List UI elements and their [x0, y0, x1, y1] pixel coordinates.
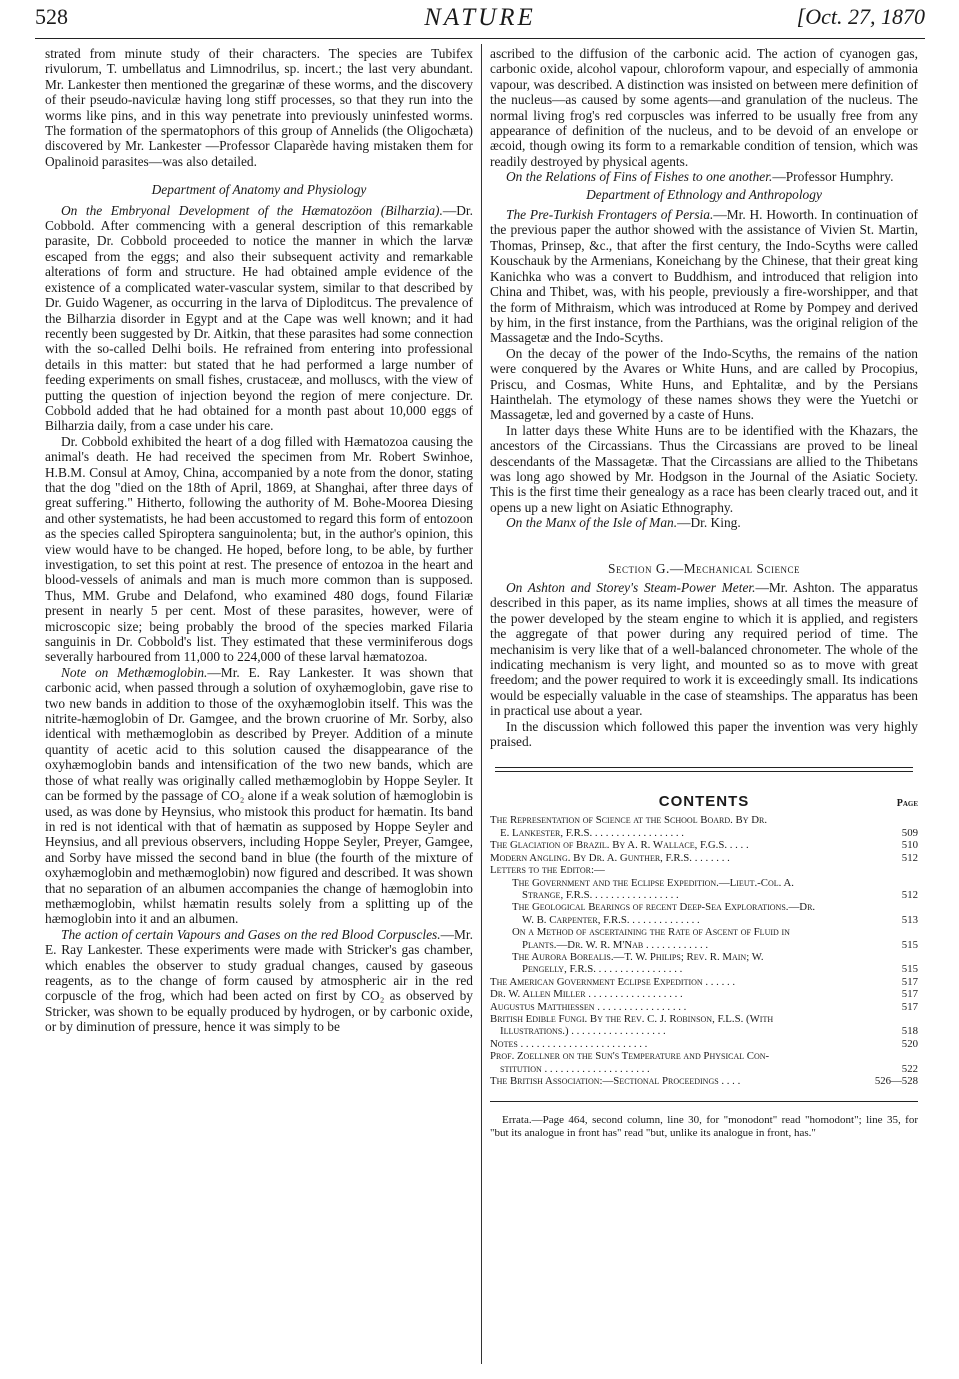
contents-title: CONTENTS	[658, 793, 750, 811]
contents-entry	[490, 926, 918, 951]
paper-title: The Pre-Turkish Frontagers of Persia.	[506, 207, 714, 223]
paragraph: ascribed to the diffusion of the carbonic acid. The action of cyanogen gas, carbonic oxide, alcohol vapour, chloroform vapour, and especially of ammonia vapour, was described. A distinction was insisted on between mere definition of the nucleus—as caused by some agents—and granulation of the nucleus. The normal living frog's red corpuscles was inferred to be usually free from any appearance of definition of the nucleus, and to be devoid of an envelope or æcoid, though owing its form to a remarkable condition of tension, which was readily destroyed by physical agents.	[490, 46, 918, 169]
paragraph: On Ashton and Storey's Steam-Power Meter.—Mr. Ashton. The apparatus described in this paper, as its name implies, shows at all times the measure of the power developed by the steam engine to which it is applied, and registers the aggregate of that power during any required period of time. The mechanisim is very like that of a well-balanced chronometer. The whole of the indicating mechanism is very light, and mounted so as to move with great freedom; and the power required to work it is exceedingly small. Its indications would be especially valuable in the case of steamships. The apparatus has been in practical use about a year.	[490, 580, 918, 719]
contents-entry-title: The Aurora Borealis.—T. W. Philips; Rev. R. Main; W.	[512, 950, 764, 963]
masthead: NATURE	[424, 4, 536, 31]
contents-entry	[490, 976, 918, 988]
contents-entry	[490, 1038, 918, 1050]
contents-entry	[490, 814, 918, 839]
paragraph: The action of certain Vapours and Gases on the red Blood Corpuscles.—Mr. E. Ray Lankester. These experiments were made with Stricker's gas chamber, which enables the observer to study gradual changes, caused by gaseous reagents, as to the change of form caused by atmospheric air in the red corpuscle of the frog, which had been acted on first by CO₂ as observed by Stricker, was shown to be equally produced by hydrogen, or by carbonic oxide, or by diminution of pressure, hence it was simply to be	[45, 926, 473, 1035]
contents-entry-title: The Government and the Eclipse Expedition.—Lieut.-Col. A.	[512, 876, 794, 889]
contents-page-number: 513	[901, 913, 918, 926]
contents-header	[490, 790, 918, 814]
paragraph: In latter days these White Huns are to be identified with the Khazars, the ancestors of the Circassians. Thus the Circassians are proved to be lineal descendants of the Massagetæ. That the Circassians are allied to the Thibetans was long ago showed by Mr. Hodgson in the Journal of the Asiatic Society. This is the first time their genealogy as a race has been clearly traced out, and it opens up a new light on Asiatic Ethnography.	[490, 422, 918, 515]
contents-entry	[490, 1050, 918, 1075]
contents-page-number: 512	[901, 851, 918, 864]
contents-entry	[490, 1001, 918, 1013]
contents-page-label: Page	[896, 798, 918, 810]
column-divider	[481, 44, 482, 1364]
header-rule	[35, 38, 925, 39]
right-column	[490, 46, 918, 1140]
paragraph: Dr. Cobbold exhibited the heart of a dog filled with Hæmatozoa causing the animal's death. He had received the specimen from Mr. Robert Swinhoe, H.B.M. Consul at Amoy, China, accompanied by a note from the donor, stating that the dog "died on the 18th of April, 1869, at Shanghai, after three days of great suffering." Hitherto, following the authority of M. Bohe-Moorea Diesing and other systematists, he had been accustomed to regard this form of entozoon as the species called Spiroptera sanguinolenta; but, in the author's opinion, this view would have to be changed. He hoped, before long, to be able, by further investigation, to set this point at rest. The presence of entozoa in the heart and blood-vessels of animals and man is much more common than is supposed. Thus, MM. Grube and Delafond, who examined 480 dogs, found Filariæ present in nearly 5 per cent. Most of these parasites, however, were of microscopic size; being probably the brood of the species marked Filaria sanguinis in Dr. Cobbold's list. They estimated that these verminiferous dogs severally harboured from 11,000 to 224,000 of these larval hæmatozoa.	[45, 433, 473, 665]
contents-entry-title: On a Method of ascertaining the Rate of Ascent of Fluid in	[512, 926, 790, 939]
contents-list	[490, 814, 918, 1087]
contents-rule	[495, 767, 913, 772]
paper-title: On the Manx of the Isle of Man.	[506, 515, 678, 531]
contents-entry	[490, 1013, 918, 1038]
left-column	[45, 46, 473, 1035]
contents-entry	[490, 951, 918, 976]
contents-entry	[490, 839, 918, 851]
contents-entry-title: The Representation of Science at the School Board. By Dr.	[490, 814, 768, 827]
contents-entry-title: The American Government Eclipse Expedition . . . . . .	[490, 975, 736, 988]
paper-title: The action of certain Vapours and Gases on the red Blood Corpuscles.	[61, 926, 441, 942]
contents-entry-continuation: Illustrations.) . . . . . . . . . . . . . . . . . .	[500, 1025, 666, 1038]
contents-entry-title: Prof. Zoellner on the Sun's Temperature and Physical Con-	[490, 1050, 770, 1063]
page-number: 528	[35, 4, 68, 29]
contents-entry	[490, 901, 918, 926]
issue-date: [Oct. 27, 1870	[796, 4, 925, 29]
contents-entry-title: British Edible Fungi. By the Rev. C. J. Robinson, F.L.S. (With	[490, 1012, 774, 1025]
contents-page-number: 512	[901, 888, 918, 901]
contents-entry-title: The British Association:—Sectional Proceedings . . . .	[490, 1075, 741, 1087]
paper-title: On Ashton and Storey's Steam-Power Meter.	[506, 580, 756, 595]
contents-page-number: 515	[901, 963, 918, 976]
contents-entry	[490, 988, 918, 1000]
contents-page-number: 517	[901, 975, 918, 988]
contents-entry	[490, 877, 918, 902]
contents-entry	[490, 864, 918, 876]
contents-entry-continuation: Plants.—Dr. W. R. M'Nab . . . . . . . . . . . .	[522, 938, 709, 951]
section-heading-ethnology: Department of Ethnology and Anthropology	[586, 186, 822, 202]
contents-entry-title: Dr. W. Allen Miller . . . . . . . . . . . . . . . . . .	[490, 988, 683, 1001]
paragraph: In the discussion which followed this paper the invention was very highly praised.	[490, 718, 918, 750]
contents-entry-title: Modern Angling. By Dr. A. Gunther, F.R.S. . . . . . . .	[490, 851, 730, 864]
paragraph: On the decay of the power of the Indo-Scyths, the remains of the nation were conquered by the Avares or White Huns, and are called by Procopius, Priscu, and Cosmas, White Huns, and Ephtalitæ, and by the Persians Hainthelah. The etymology of these names shows they were the Yuetchi or Massagetæ, led and governed by a caste of Huns.	[490, 345, 918, 423]
errata-rule	[490, 1101, 918, 1102]
contents-page-number: 522	[901, 1062, 918, 1075]
contents-entry-continuation: W. B. Carpenter, F.R.S. . . . . . . . . . . . . .	[522, 913, 700, 926]
paragraph: The Pre-Turkish Frontagers of Persia.—Mr. H. Howorth. In continuation of the previous paper the author showed with the assistance of Vivien St. Martin, Thomas, Prinsep, &c., that after the first century, the Indo-Scyths were called Kouschauk by the Armenians, Koneichang by the Chinese, that their great king Kanichka who was a convert to Buddhism, and introduced that religion into China and Thibet, was, with his people, previously a fire-worshipper, and that the form of Mithraism, which was introduced at Rome by Pompey and derived by him, in the first instance, from the Parthians, was the original religion of the Massagetæ and the Indo-Scyths.	[490, 207, 918, 346]
contents-entry	[490, 852, 918, 864]
paragraph: On the Manx of the Isle of Man.—Dr. King.	[506, 515, 741, 531]
contents-page-number: 510	[901, 839, 918, 852]
contents-entry-continuation: Strange, F.R.S. . . . . . . . . . . . . . . . .	[522, 888, 679, 901]
contents-page-number: 518	[901, 1025, 918, 1038]
contents-entry-continuation: stitution . . . . . . . . . . . . . . . . . . . .	[500, 1062, 650, 1075]
contents-page-number: 517	[901, 1000, 918, 1013]
paper-title: On the Relations of Fins of Fishes to one another.	[506, 169, 773, 185]
section-heading-mechanical: Section G.—Mechanical Science	[608, 560, 800, 576]
contents-entry-continuation: Pengelly, F.R.S. . . . . . . . . . . . . . . . .	[522, 963, 683, 976]
contents-page-number: 520	[901, 1037, 918, 1050]
contents-entry-title: Letters to the Editor:—	[490, 864, 605, 877]
contents-entry-title: Augustus Matthiessen . . . . . . . . . . . . . . . . .	[490, 1000, 687, 1013]
paper-title: Note on Methæmoglobin.	[61, 664, 208, 680]
section-heading-anatomy: Department of Anatomy and Physiology	[151, 182, 367, 198]
contents-entry-title: Notes . . . . . . . . . . . . . . . . . . . . . . . .	[490, 1037, 648, 1050]
contents-entry-title: The Geological Bearings of recent Deep-Sea Explorations.—Dr.	[512, 901, 816, 914]
page-header	[35, 4, 925, 38]
contents-page-number: 509	[901, 826, 918, 839]
contents-page-number: 526—528	[874, 1075, 918, 1087]
contents-entry-continuation: E. Lankester, F.R.S. . . . . . . . . . . . . . . . . .	[500, 826, 684, 839]
paragraph: On the Embryonal Development of the Hæmatozöon (Bilharzia).—Dr. Cobbold. After commencing with a general description of this remarkable parasite, Dr. Cobbold proceeded to notice the manner in which the larvæ escaped from the eggs; and also their subsequent activity and remarkable alterations of form and structure. He had obtained ample evidence of the existence of a complicated water-vascular system, similar to that described by Dr. Guido Wagener, as occurring in the larva of Diploditcus. The prevalence of the Bilharzia disorder in Egypt and at the Cape was well known; and it had recently been suggested by Dr. Aitkin, that these parasites had some connection with the so-called Delhi boils. He refrained from entering into professional details in this matter: but stated that he had performed a large number of feeding experiments on small fishes, crustaceæ, and molluscs, with the view of putting the question of injection beyond the region of mere conjecture. Dr. Cobbold added that he had obtained for a month past about 10,000 eggs of Bilharzia daily, from a case under his care.	[45, 202, 473, 434]
contents-entry-title: The Glaciation of Brazil. By A. R. Wallace, F.G.S. . . . .	[490, 839, 749, 852]
errata: Errata.—Page 464, second column, line 30, for "monodont" read "homodont"; line 35, for "but its analogue in front has" read "but, unlike its analogue in front, has."	[490, 1114, 918, 1140]
contents-page-number: 517	[901, 988, 918, 1001]
paragraph: strated from minute study of their characters. The species are Tubifex rivulorum, T. umbellatus and Limnodrilus, sp. incert.; the last very abundant. Mr. Lankester then mentioned the gregarinæ of these worms, and the discovery of their pseudo-naviculæ having long stiff processes, so that they run into the worms like pins, and in this way penetrate into previously uninfested worms. The formation of the spermatophors of this group of Annelids (the Oligochæta) discovered by Mr. Lankester —Professor Claparède having mistaken them for Opalinoid parasites—was also detailed.	[45, 46, 473, 169]
paper-title: On the Embryonal Development of the Hæmatozöon (Bilharzia).	[61, 202, 443, 218]
contents-page-number: 515	[901, 938, 918, 951]
paragraph: Note on Methæmoglobin.—Mr. E. Ray Lankester. It was shown that carbonic acid, when passed through a solution of oxyhæmoglobin, gave rise to two new bands in addition to those of the oxyhæmoglobin itself. This was the nitrite-hæmoglobin of Dr. Gamgee, and the brown cruorine of Mr. Sorby, also identical with methæmoglobin as described by Preyer. Addition of a minute quantity of acetic acid to this solution caused the disappearance of the oxyhæmoglobin bands and intensification of the two new bands, which are those of what really was originally called methæmoglobin by Hoppe Seyler. It can be formed by the passage of CO₂ alone if a weak solution of hæmoglobin is used, as was done by Heynsius, who mistook this product for hæmatin. Its band in red is not identical with that of hæmatin as supposed by Hoppe Seyler and Heynsius, and all previous observers, including Hoppe Seyler, Preyer, Gamgee, and Sorby have missed the second band in blue (the fourth of the mixture of oxyhæmoglobin and methæmoglobin) now figured and described. It was shown that no separation of an albumen accompanies the change of hæmoglobin into methæmoglobin, whilst hæmatin results solely from a splitting up of the hæmoglobin into it and an albumen.	[45, 664, 473, 927]
contents-entry	[490, 1075, 918, 1087]
paragraph: On the Relations of Fins of Fishes to one another.—Professor Humphry.	[506, 169, 894, 185]
